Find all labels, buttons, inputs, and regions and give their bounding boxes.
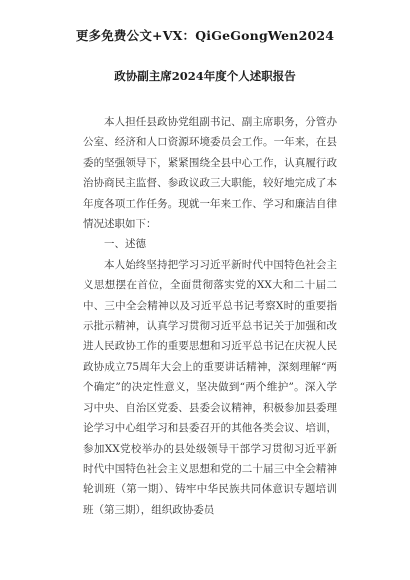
document-body [83, 112, 337, 520]
intro-paragraph: 本人担任县政协党组副书记、副主席职务，分管办公室、经济和人口资源环境委员会工作。一年来，在县委的坚强领导下，紧紧围绕全县中心工作，认真履行政治协商民主监督、参政议政三大职能，较好地完成了本年度各项工作任务。现就一年来工作、学习和廉洁自律情况述职如下： [83, 116, 337, 231]
promo-header: 更多免费公文+VX：QiGeGongWen2024 [75, 28, 335, 43]
section-paragraph: 本人始终坚持把学习习近平新时代中国特色社会主义思想摆在首位，全面贯彻落实党的XX大和二十届二中、三中全会精神以及习近平总书记考察X时的重要指示批示精神，认真学习贯彻习近平总书记关于加强和改进人民政协工作的重要思想和习近平总书记在庆祝人民政协成立75周年大会上的重要讲话精神，深刻理解“两个确定”的决定性意义，坚决做到“两个维护”。深入学习中央、自治区党委、县委会议精神，积极参加县委理论学习中心组学习和县委召开的其他各类会议、培训，参加XX党校举办的县处级领导干部学习贯彻习近平新时代中国特色社会主义思想和党的二十届三中全会精神轮训班（第一期）、铸牢中华民族共同体意识专题培训班（第三期），组织政协委员 [83, 258, 337, 516]
document-title: 政协副主席2024年度个人述职报告 [114, 69, 296, 83]
section-heading: 一、述德 [104, 238, 146, 251]
